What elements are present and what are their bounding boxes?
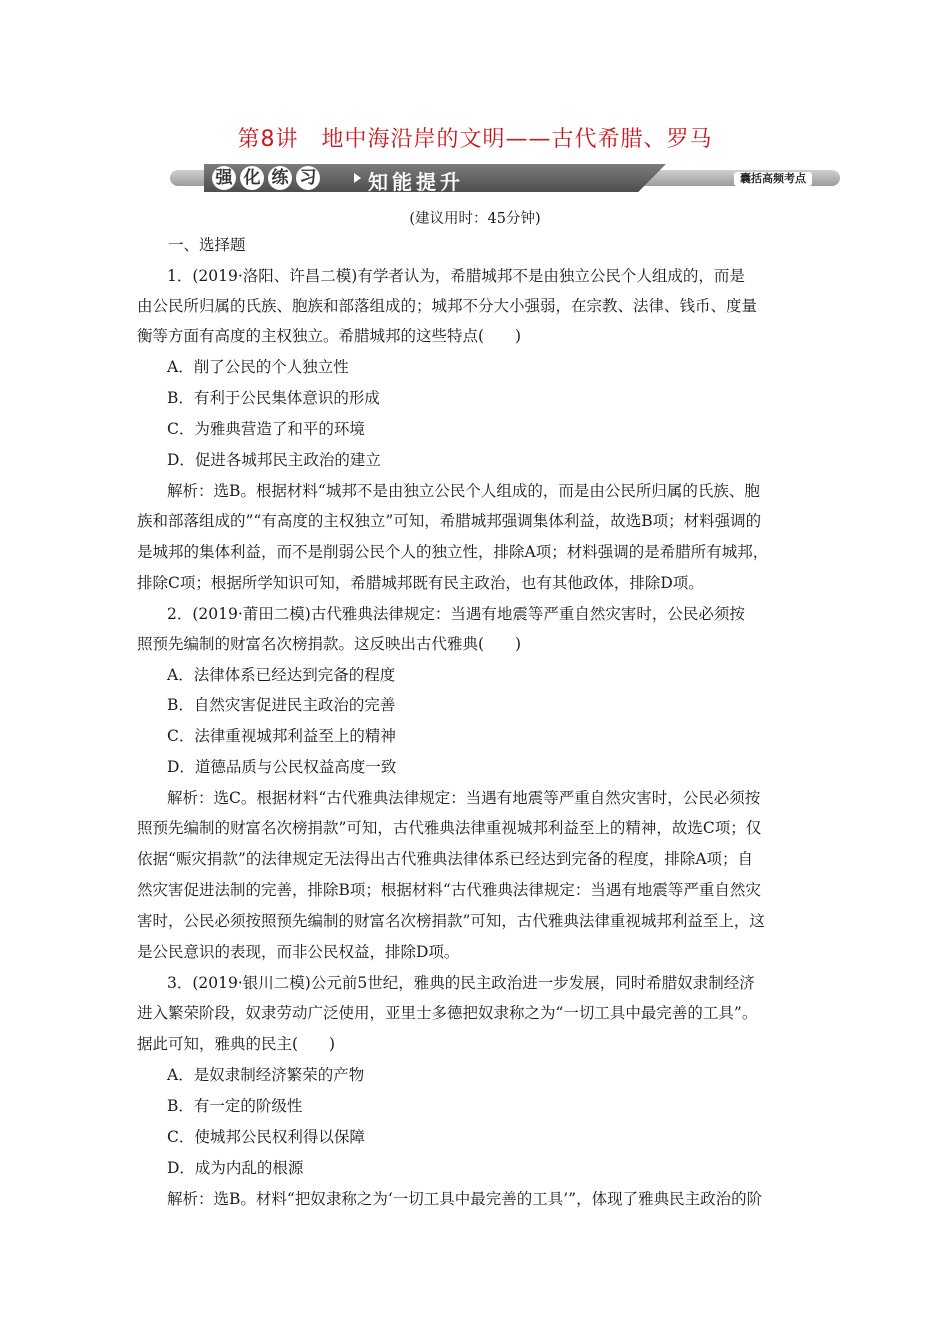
section-heading: 一、选择题: [168, 236, 246, 254]
option-line: A．削了公民的个人独立性: [167, 358, 349, 376]
analysis-line: 依据“赈灾捐款”的法律规定无法得出古代雅典法律体系已经达到完备的程度，排除A项；自: [137, 850, 754, 868]
time-hint: (建议用时：45分钟): [409, 211, 541, 227]
text-line: 由公民所归属的氏族、胞族和部落组成的；城邦不分大小强弱，在宗教、法律、钱币、度量: [137, 297, 758, 315]
analysis-line: 解析：选B。根据材料“城邦不是由独立公民个人组成的，而是由公民所归属的氏族、胞: [167, 482, 760, 500]
analysis-line: 害时，公民必须按照预先编制的财富名次榜捐款”可知，古代雅典法律重视城邦利益至上，这: [137, 912, 765, 930]
text-line: 据此可知，雅典的民主( ): [137, 1035, 336, 1053]
banner-subtitle: 知能提升: [368, 170, 464, 194]
text-line: 3．(2019·银川二模)公元前5世纪，雅典的民主政治进一步发展，同时希腊奴隶制经济: [167, 974, 755, 992]
section-banner: [170, 164, 840, 192]
text-line: 照预先编制的财富名次榜捐款。这反映出古代雅典( ): [137, 635, 522, 653]
option-line: B．有利于公民集体意识的形成: [167, 389, 380, 407]
option-line: C．使城邦公民权利得以保障: [167, 1128, 365, 1146]
option-line: C．为雅典营造了和平的环境: [167, 420, 365, 438]
analysis-line: 照预先编制的财富名次榜捐款”可知，古代雅典法律重视城邦利益至上的精神，故选C项；仅: [137, 819, 762, 837]
option-line: D．成为内乱的根源: [167, 1159, 304, 1177]
banner-char: 化: [240, 166, 264, 190]
banner-char: 习: [296, 166, 320, 190]
analysis-line: 是城邦的集体利益，而不是削弱公民个人的独立性，排除A项；材料强调的是希腊所有城邦，: [137, 543, 769, 561]
option-line: B．自然灾害促进民主政治的完善: [167, 696, 396, 714]
analysis-line: 是公民意识的表现，而非公民权益，排除D项。: [137, 943, 460, 961]
banner-char: 强: [212, 166, 236, 190]
option-line: D．道德品质与公民权益高度一致: [167, 758, 397, 776]
option-line: A．法律体系已经达到完备的程度: [167, 666, 396, 684]
option-line: A．是奴隶制经济繁荣的产物: [167, 1066, 365, 1084]
banner-tag: 囊括高频考点: [734, 172, 812, 186]
analysis-line: 族和部落组成的”“有高度的主权独立”可知，希腊城邦强调集体利益，故选B项；材料强调的: [137, 512, 762, 530]
text-line: 衡等方面有高度的主权独立。希腊城邦的这些特点( ): [137, 327, 522, 345]
lesson-title: 第8讲 地中海沿岸的文明——古代希腊、罗马: [237, 127, 713, 152]
analysis-line: 然灾害促进法制的完善，排除B项；根据材料“古代雅典法律规定：当遇有地震等严重自然灾: [137, 881, 761, 899]
banner-arrow-icon: [354, 173, 361, 183]
text-line: 2．(2019·莆田二模)古代雅典法律规定：当遇有地震等严重自然灾害时，公民必须按: [167, 605, 745, 623]
text-line: 进入繁荣阶段，奴隶劳动广泛使用，亚里士多德把奴隶称之为“一切工具中最完善的工具”。: [137, 1004, 758, 1022]
text-line: 1．(2019·洛阳、许昌二模)有学者认为，希腊城邦不是由独立公民个人组成的，而是: [167, 267, 745, 285]
analysis-line: 解析：选C。根据材料“古代雅典法律规定：当遇有地震等严重自然灾害时，公民必须按: [167, 789, 761, 807]
option-line: C．法律重视城邦利益至上的精神: [167, 727, 396, 745]
banner-char: 练: [268, 166, 292, 190]
banner-chars: [212, 166, 320, 190]
analysis-line: 排除C项；根据所学知识可知，希腊城邦既有民主政治，也有其他政体，排除D项。: [137, 574, 704, 592]
option-line: B．有一定的阶级性: [167, 1097, 303, 1115]
option-line: D．促进各城邦民主政治的建立: [167, 451, 381, 469]
analysis-line: 解析：选B。材料“把奴隶称之为‘一切工具中最完善的工具’”，体现了雅典民主政治的阶: [167, 1190, 763, 1208]
